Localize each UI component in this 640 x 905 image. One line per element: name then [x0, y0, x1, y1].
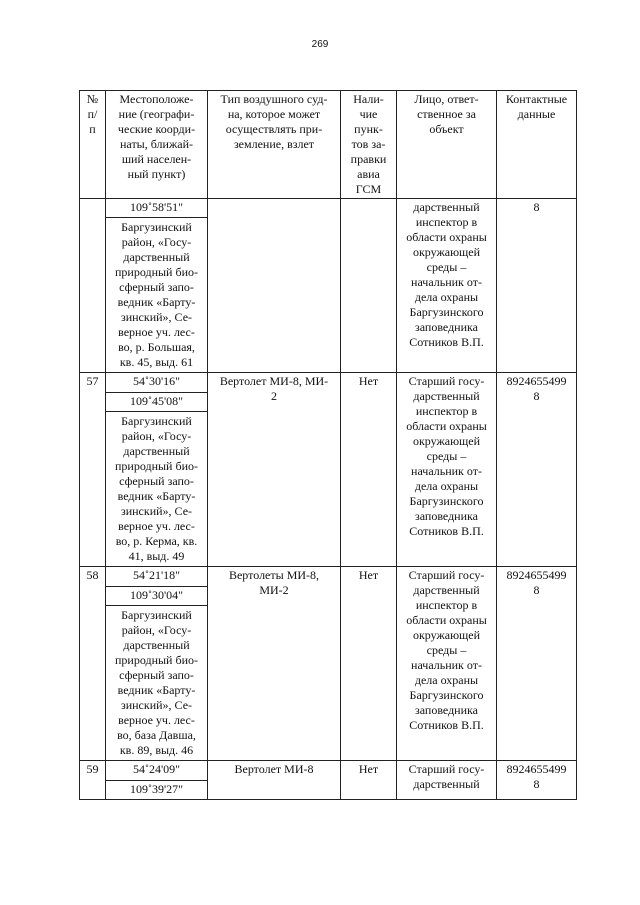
latitude-cell: 54˚21'18"	[106, 567, 208, 587]
contact-cell: 8	[497, 199, 577, 373]
latitude-cell: 54˚30'16"	[106, 373, 208, 393]
aircraft-cell: Вертолет МИ-8, МИ- 2	[208, 373, 341, 567]
fuel-cell	[341, 199, 397, 373]
table-row	[80, 373, 577, 393]
longitude-cell: 109˚58'51"	[106, 199, 208, 218]
longitude-cell: 109˚39'27"	[106, 781, 208, 800]
row-number-cell: 58	[80, 567, 106, 761]
table-row	[80, 567, 577, 587]
row-number-cell: 59	[80, 761, 106, 800]
contact-cell: 8924655499 8	[497, 567, 577, 761]
contact-cell: 8924655499 8	[497, 761, 577, 800]
header-contact: Контактные данные	[497, 91, 577, 199]
person-cell: Старший госу- дарственный	[397, 761, 497, 800]
aircraft-cell: Вертолеты МИ-8, МИ-2	[208, 567, 341, 761]
header-fuel: Нали- чие пунк- тов за- правки авиа ГСМ	[341, 91, 397, 199]
locality-cell: Баргузинский район, «Госу- дарственный природный био- сферный запо- ведник «Барту- зинский», Се- верное уч. лес- во, р. Керма, кв. 41, выд. 49	[106, 412, 208, 567]
aircraft-cell	[208, 199, 341, 373]
header-aircraft: Тип воздушного суд- на, которое может осуществлять при- земление, взлет	[208, 91, 341, 199]
landing-sites-table	[79, 90, 577, 800]
person-cell: Старший госу- дарственный инспектор в области охраны окружающей среды – начальник от- дела охраны Баргузинского заповедника Сотников В.П.	[397, 373, 497, 567]
header-row	[80, 91, 577, 199]
row-number-cell: 57	[80, 373, 106, 567]
page-number: 269	[311, 39, 329, 50]
latitude-cell: 54˚24'09"	[106, 761, 208, 781]
fuel-cell: Нет	[341, 373, 397, 567]
locality-cell: Баргузинский район, «Госу- дарственный природный био- сферный запо- ведник «Барту- зинский», Се- верное уч. лес- во, р. Большая, кв. 45, выд. 61	[106, 218, 208, 373]
header-location: Местоположе- ние (географи- ческие коорди- наты, ближай- ший населен- ный пункт)	[106, 91, 208, 199]
fuel-cell: Нет	[341, 567, 397, 761]
table-row	[80, 199, 577, 218]
person-cell: Старший госу- дарственный инспектор в области охраны окружающей среды – начальник от- дела охраны Баргузинского заповедника Сотников В.П.	[397, 567, 497, 761]
locality-cell: Баргузинский район, «Госу- дарственный природный био- сферный запо- ведник «Барту- зинский», Се- верное уч. лес- во, база Давша, кв. 89, выд. 46	[106, 606, 208, 761]
row-number-cell	[80, 199, 106, 373]
header-person: Лицо, ответ- ственное за объект	[397, 91, 497, 199]
longitude-cell: 109˚30'04"	[106, 587, 208, 606]
header-num: № п/ п	[80, 91, 106, 199]
longitude-cell: 109˚45'08"	[106, 393, 208, 412]
person-cell: дарственный инспектор в области охраны окружающей среды – начальник от- дела охраны Баргузинского заповедника Сотников В.П.	[397, 199, 497, 373]
fuel-cell: Нет	[341, 761, 397, 800]
aircraft-cell: Вертолет МИ-8	[208, 761, 341, 800]
table-row	[80, 761, 577, 781]
contact-cell: 8924655499 8	[497, 373, 577, 567]
